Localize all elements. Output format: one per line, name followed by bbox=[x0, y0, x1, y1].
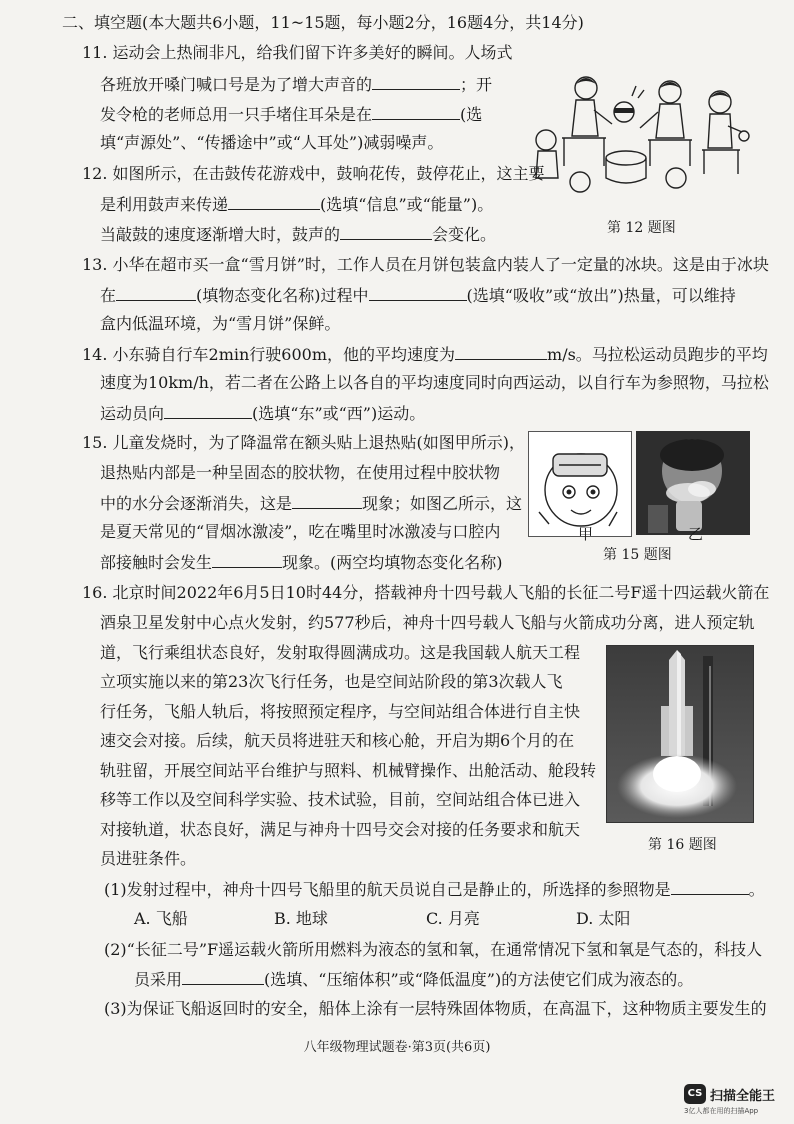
q16-line-1: 16. 北京时间2022年6月5日10时44分，搭载神舟十四号载人飞船的长征二号F遥十四运载火箭在 bbox=[82, 583, 770, 602]
q15-text: 部接触时会发生 bbox=[100, 553, 213, 572]
q13-line-2 bbox=[100, 284, 736, 307]
q14-line-2: 速度为10km/h，若二者在公路上以各自的平均速度同时向西运动，以自行车为参照物，马拉松 bbox=[100, 373, 769, 392]
q16-text: (1)发射过程中，神舟十四号飞船里的航天员说自己是静止的，所选择的参照物是 bbox=[104, 880, 671, 899]
q16-sub-3: (3)为保证飞船返回时的安全，船体上涂有一层特殊固体物质，在高温下，这种物质主要发生的 bbox=[104, 999, 767, 1018]
q12-line-2 bbox=[100, 193, 493, 216]
q15-blank-1[interactable] bbox=[292, 492, 362, 509]
q11-text: 各班放开嗓门喊口号是为了增大声音的 bbox=[100, 75, 373, 94]
q16-text: 员采用 bbox=[134, 970, 183, 989]
q16-option-d: D. 太阳 bbox=[576, 909, 631, 928]
q16-option-c: C. 月亮 bbox=[426, 909, 480, 928]
q11-blank-2[interactable] bbox=[372, 103, 460, 120]
q15-text: 现象；如图乙所示，这 bbox=[362, 494, 523, 513]
q16-text: 。 bbox=[748, 880, 765, 899]
q13-text: (选填“吸收”或“放出”)热量，可以维持 bbox=[466, 286, 736, 305]
q14-text: 14. 小东骑自行车2min行驶600m，他的平均速度为 bbox=[82, 345, 456, 364]
q16-line-4: 立项实施以来的第23次飞行任务，也是空间站阶段的第3次载人飞 bbox=[100, 672, 563, 691]
q13-line-3: 盒内低温环境，为“雪月饼”保鲜。 bbox=[100, 314, 341, 333]
q16-option-a: A. 飞船 bbox=[134, 909, 188, 928]
q11-line-2 bbox=[100, 73, 492, 96]
q11-text: ；开 bbox=[460, 75, 493, 94]
figure-15-label-jia: 甲 bbox=[578, 525, 594, 543]
q16-blank-1[interactable] bbox=[671, 878, 749, 895]
figure-12-drum-game bbox=[528, 66, 756, 204]
q13-text: 在 bbox=[100, 286, 117, 305]
q15-line-4: 是夏天常见的“冒烟冰激凌”，吃在嘴里时冰激凌与口腔内 bbox=[100, 522, 501, 541]
q14-blank-2[interactable] bbox=[164, 402, 252, 419]
q15-text: 中的水分会逐渐消失，这是 bbox=[100, 494, 293, 513]
q13-text: (填物态变化名称)过程中 bbox=[196, 286, 369, 305]
q15-line-5 bbox=[100, 551, 503, 574]
q16-option-b: B. 地球 bbox=[274, 909, 328, 928]
q11-text: (选 bbox=[460, 105, 483, 124]
q14-text: m/s。马拉松运动员跑步的平均 bbox=[547, 345, 768, 364]
q15-line-1: 15. 儿童发烧时，为了降温常在额头贴上退热贴(如图甲所示)， bbox=[82, 433, 526, 452]
camscanner-name: 扫描全能王 bbox=[710, 1089, 776, 1104]
q11-text: 发令枪的老师总用一只手堵住耳朵是在 bbox=[100, 105, 373, 124]
q15-blank-2[interactable] bbox=[212, 551, 282, 568]
q14-line-1 bbox=[82, 343, 768, 366]
smoking-ice-cream-photo bbox=[636, 431, 750, 535]
q13-line-1: 13. 小华在超市买一盒“雪月饼”时，工作人员在月饼包装盒内装人了一定量的冰块。这是由于冰块 bbox=[82, 255, 769, 274]
q14-text: (选填“东”或“西”)运动。 bbox=[252, 404, 426, 423]
q12-text: 当敲鼓的速度逐渐增大时，鼓声的 bbox=[100, 225, 341, 244]
q16-line-10: 员进驻条件。 bbox=[100, 849, 197, 868]
q16-sub-2-line-2 bbox=[134, 968, 693, 991]
q15-line-3 bbox=[100, 492, 522, 515]
q15-text: 现象。(两空均填物态变化名称) bbox=[282, 553, 503, 572]
fever-patch-illustration bbox=[529, 432, 631, 536]
q16-sub-1 bbox=[104, 878, 765, 901]
q16-blank-2[interactable] bbox=[182, 968, 264, 985]
q16-line-3: 道，飞行乘组状态良好，发射取得圆满成功。这是我国载人航天工程 bbox=[100, 643, 581, 662]
q14-text: 运动员向 bbox=[100, 404, 165, 423]
q16-line-6: 速交会对接。后续，航天员将进驻天和核心舱，开启为期6个月的在 bbox=[100, 731, 575, 750]
q16-line-5: 行任务，飞船人轨后，将按照预定程序，与空间站组合体进行自主快 bbox=[100, 702, 581, 721]
q16-line-8: 移等工作以及空间科学实验、技术试验，目前，空间站组合体已进入 bbox=[100, 790, 581, 809]
q11-line-4: 填“声源处”、“传播途中”或“人耳处”)减弱噪声。 bbox=[100, 133, 444, 152]
q13-blank-1[interactable] bbox=[116, 284, 196, 301]
camscanner-logo bbox=[684, 1082, 784, 1116]
q15-line-2: 退热贴内部是一种呈固态的胶状物，在使用过程中胶状物 bbox=[100, 463, 501, 482]
q12-text: (选填“信息”或“能量”)。 bbox=[320, 195, 494, 214]
figure-12-caption: 第 12 题图 bbox=[607, 220, 676, 236]
section-heading: 二、填空题(本大题共6小题，11~15题，每小题2分，16题4分，共14分) bbox=[62, 13, 584, 32]
figure-16-caption: 第 16 题图 bbox=[648, 837, 717, 853]
q11-blank-1[interactable] bbox=[372, 73, 460, 90]
figure-15-jia-fever-patch bbox=[528, 431, 632, 537]
q12-line-1: 12. 如图所示，在击鼓传花游戏中，鼓响花传，鼓停花止，这主要 bbox=[82, 164, 545, 183]
drum-game-illustration bbox=[528, 66, 756, 204]
q16-sub-2-line-1: (2)“长征二号”F遥运载火箭所用燃料为液态的氢和氧，在通常情况下氢和氧是气态的，科技人 bbox=[104, 940, 763, 959]
q16-text: (选填、“压缩体积”或“降低温度”)的方法使它们成为液态的。 bbox=[264, 970, 694, 989]
camscanner-badge-icon: CS bbox=[684, 1084, 706, 1104]
page-footer: 八年级物理试题卷·第3页(共6页) bbox=[303, 1040, 491, 1055]
figure-15-yi-smoking-ice-cream bbox=[636, 431, 750, 535]
q12-text: 会变化。 bbox=[432, 225, 497, 244]
figure-16-rocket-launch bbox=[606, 645, 754, 823]
figure-15-caption: 第 15 题图 bbox=[603, 547, 672, 563]
q11-line-1: 11. 运动会上热闹非凡，给我们留下许多美好的瞬间。人场式 bbox=[82, 43, 513, 62]
q16-line-9: 对接轨道，状态良好，满足与神舟十四号交会对接的任务要求和航天 bbox=[100, 820, 581, 839]
camscanner-tagline: 3亿人都在用的扫描App bbox=[684, 1107, 759, 1115]
q16-line-7: 轨驻留，开展空间站平台维护与照料、机械臂操作、出舱活动、舱段转 bbox=[100, 761, 597, 780]
q12-text: 是利用鼓声来传递 bbox=[100, 195, 229, 214]
figure-15-label-yi: 乙 bbox=[688, 525, 704, 543]
q16-line-2: 酒泉卫星发射中心点火发射，约577秒后，神舟十四号载人飞船与火箭成功分离，进人预定轨 bbox=[100, 613, 755, 632]
q12-blank-1[interactable] bbox=[228, 193, 320, 210]
q14-line-3 bbox=[100, 402, 425, 425]
q13-blank-2[interactable] bbox=[369, 284, 467, 301]
q12-blank-2[interactable] bbox=[340, 223, 432, 240]
q11-line-3 bbox=[100, 103, 482, 126]
q14-blank-1[interactable] bbox=[455, 343, 547, 360]
q12-line-3 bbox=[100, 223, 496, 246]
rocket-launch-photo bbox=[607, 646, 753, 822]
